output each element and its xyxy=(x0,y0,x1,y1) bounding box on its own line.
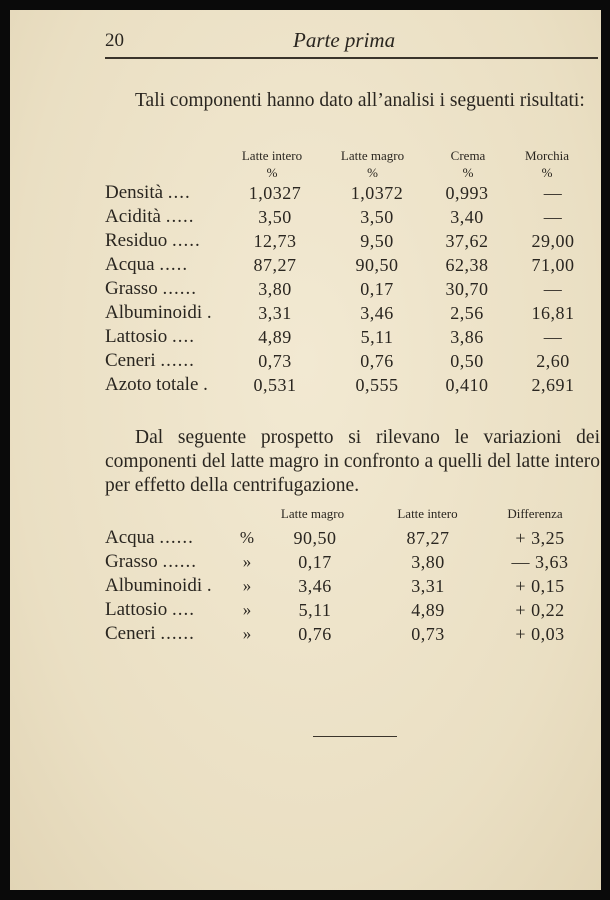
table-cell: 0,73 xyxy=(411,624,445,644)
table-cell: — xyxy=(543,183,563,203)
row-label: Acqua xyxy=(105,254,155,275)
col-unit: % xyxy=(462,165,474,180)
table-cell: 87,27 xyxy=(406,528,450,548)
table-cell: 3,46 xyxy=(360,303,394,323)
col-header-differenza: Differenza xyxy=(507,506,563,521)
section-end-rule xyxy=(313,736,397,737)
table-cell: 30,70 xyxy=(445,279,489,299)
page-header xyxy=(105,28,601,58)
table-cell: 0,76 xyxy=(360,351,394,371)
table-cell: 87,27 xyxy=(253,255,297,275)
table-cell: 2,60 xyxy=(536,351,570,371)
leader-dots: ...... xyxy=(162,551,198,572)
table-cell: — xyxy=(543,327,563,347)
table-cell: 90,50 xyxy=(293,528,337,548)
table-cell: 0,50 xyxy=(450,351,484,371)
leader-dots: .... xyxy=(172,599,196,620)
table-cell: 5,11 xyxy=(360,327,394,347)
table-cell: 12,73 xyxy=(253,231,297,251)
table-cell: 9,50 xyxy=(360,231,394,251)
row-label: Grasso xyxy=(105,551,158,572)
table-cell: 2,691 xyxy=(531,375,575,395)
table-cell: 90,50 xyxy=(355,255,399,275)
table-cell: 3,40 xyxy=(450,207,484,227)
header-rule xyxy=(105,57,598,59)
col-header-morchia: Morchia xyxy=(524,148,570,163)
row-label: Ceneri xyxy=(105,623,156,644)
table-cell: 2,56 xyxy=(450,303,484,323)
table-cell: — xyxy=(543,207,563,227)
table-cell: — xyxy=(543,279,563,299)
table-cell: 0,993 xyxy=(445,183,489,203)
table-cell: 5,11 xyxy=(298,600,332,620)
unit-mark: » xyxy=(242,552,252,571)
unit-mark: » xyxy=(242,624,252,643)
table-cell: 3,50 xyxy=(360,207,394,227)
table-cell: 3,80 xyxy=(258,279,292,299)
unit-mark: » xyxy=(242,576,252,595)
table-cell: 0,73 xyxy=(258,351,292,371)
table-cell: 62,38 xyxy=(445,255,489,275)
table-cell: 0,17 xyxy=(298,552,332,572)
unit-mark: » xyxy=(242,600,252,619)
running-title: Parte prima xyxy=(293,28,396,52)
col-header-crema: Crema xyxy=(450,148,486,163)
table-cell: + 0,22 xyxy=(515,600,565,620)
row-label: Residuo xyxy=(105,230,168,251)
table-cell: 0,555 xyxy=(355,375,399,395)
col-unit: % xyxy=(367,165,378,180)
table-cell: 3,31 xyxy=(258,303,292,323)
leader-dots: ..... xyxy=(159,254,189,275)
leader-dots: . xyxy=(206,575,213,596)
comparison-paragraph: Dal seguente prospetto si rilevano le variazioni dei componenti del latte magro in confronto a quelli del latte intero per effetto della centrifugazione. xyxy=(105,427,600,496)
row-label: Albuminoidi xyxy=(105,302,203,323)
table-cell: + 3,25 xyxy=(515,528,565,548)
row-label: Lattosio xyxy=(105,599,168,620)
col-header-latte-magro: Latte magro xyxy=(280,506,345,521)
leader-dots: ...... xyxy=(159,527,194,548)
leader-dots: ...... xyxy=(160,623,195,644)
leader-dots: .... xyxy=(167,182,191,203)
leader-dots: . xyxy=(206,302,213,323)
col-header-latte-intero: Latte intero xyxy=(241,148,303,163)
col-header-latte-magro: Latte magro xyxy=(340,148,405,163)
row-label: Azoto totale xyxy=(105,374,199,395)
col-unit: % xyxy=(541,165,553,180)
row-label: Densità xyxy=(105,182,164,203)
leader-dots: ..... xyxy=(172,230,201,251)
table-cell: 0,410 xyxy=(445,375,489,395)
unit-mark: % xyxy=(239,528,255,547)
intro-paragraph: Tali componenti hanno dato all’analisi i seguenti risultati: xyxy=(135,90,585,111)
table-cell: 0,76 xyxy=(298,624,332,644)
table-cell: 16,81 xyxy=(531,303,575,323)
table-cell: 1,0327 xyxy=(248,183,302,203)
col-header-latte-intero: Latte intero xyxy=(397,506,458,521)
book-page xyxy=(10,10,601,890)
leader-dots: ...... xyxy=(160,350,195,371)
table-cell: 29,00 xyxy=(531,231,575,251)
table-cell: 0,531 xyxy=(253,375,297,395)
table-cell: 3,80 xyxy=(411,552,445,572)
table-cell: + 0,03 xyxy=(515,624,565,644)
leader-dots: ..... xyxy=(165,206,195,227)
table-cell: 3,50 xyxy=(258,207,292,227)
row-label: Lattosio xyxy=(105,326,168,347)
leader-dots: ...... xyxy=(162,278,198,299)
table-cell: 1,0372 xyxy=(350,183,404,203)
col-unit: % xyxy=(266,165,278,180)
table-cell: + 0,15 xyxy=(515,576,565,596)
row-label: Acidità xyxy=(105,206,161,227)
table-cell: 37,62 xyxy=(445,231,489,251)
table-cell: 71,00 xyxy=(531,255,575,275)
table-cell: 3,86 xyxy=(450,327,484,347)
table-cell: 3,31 xyxy=(411,576,445,596)
row-label: Grasso xyxy=(105,278,158,299)
table-cell: 4,89 xyxy=(411,600,445,620)
page-number: 20 xyxy=(105,30,124,51)
table-cell: 3,46 xyxy=(298,576,332,596)
row-label: Ceneri xyxy=(105,350,156,371)
table-cell: 4,89 xyxy=(258,327,292,347)
leader-dots: .... xyxy=(172,326,196,347)
row-label: Albuminoidi xyxy=(105,575,203,596)
row-label: Acqua xyxy=(105,527,155,548)
table-cell: — 3,63 xyxy=(511,552,569,572)
leader-dots: . xyxy=(203,374,209,395)
table-cell: 0,17 xyxy=(360,279,394,299)
